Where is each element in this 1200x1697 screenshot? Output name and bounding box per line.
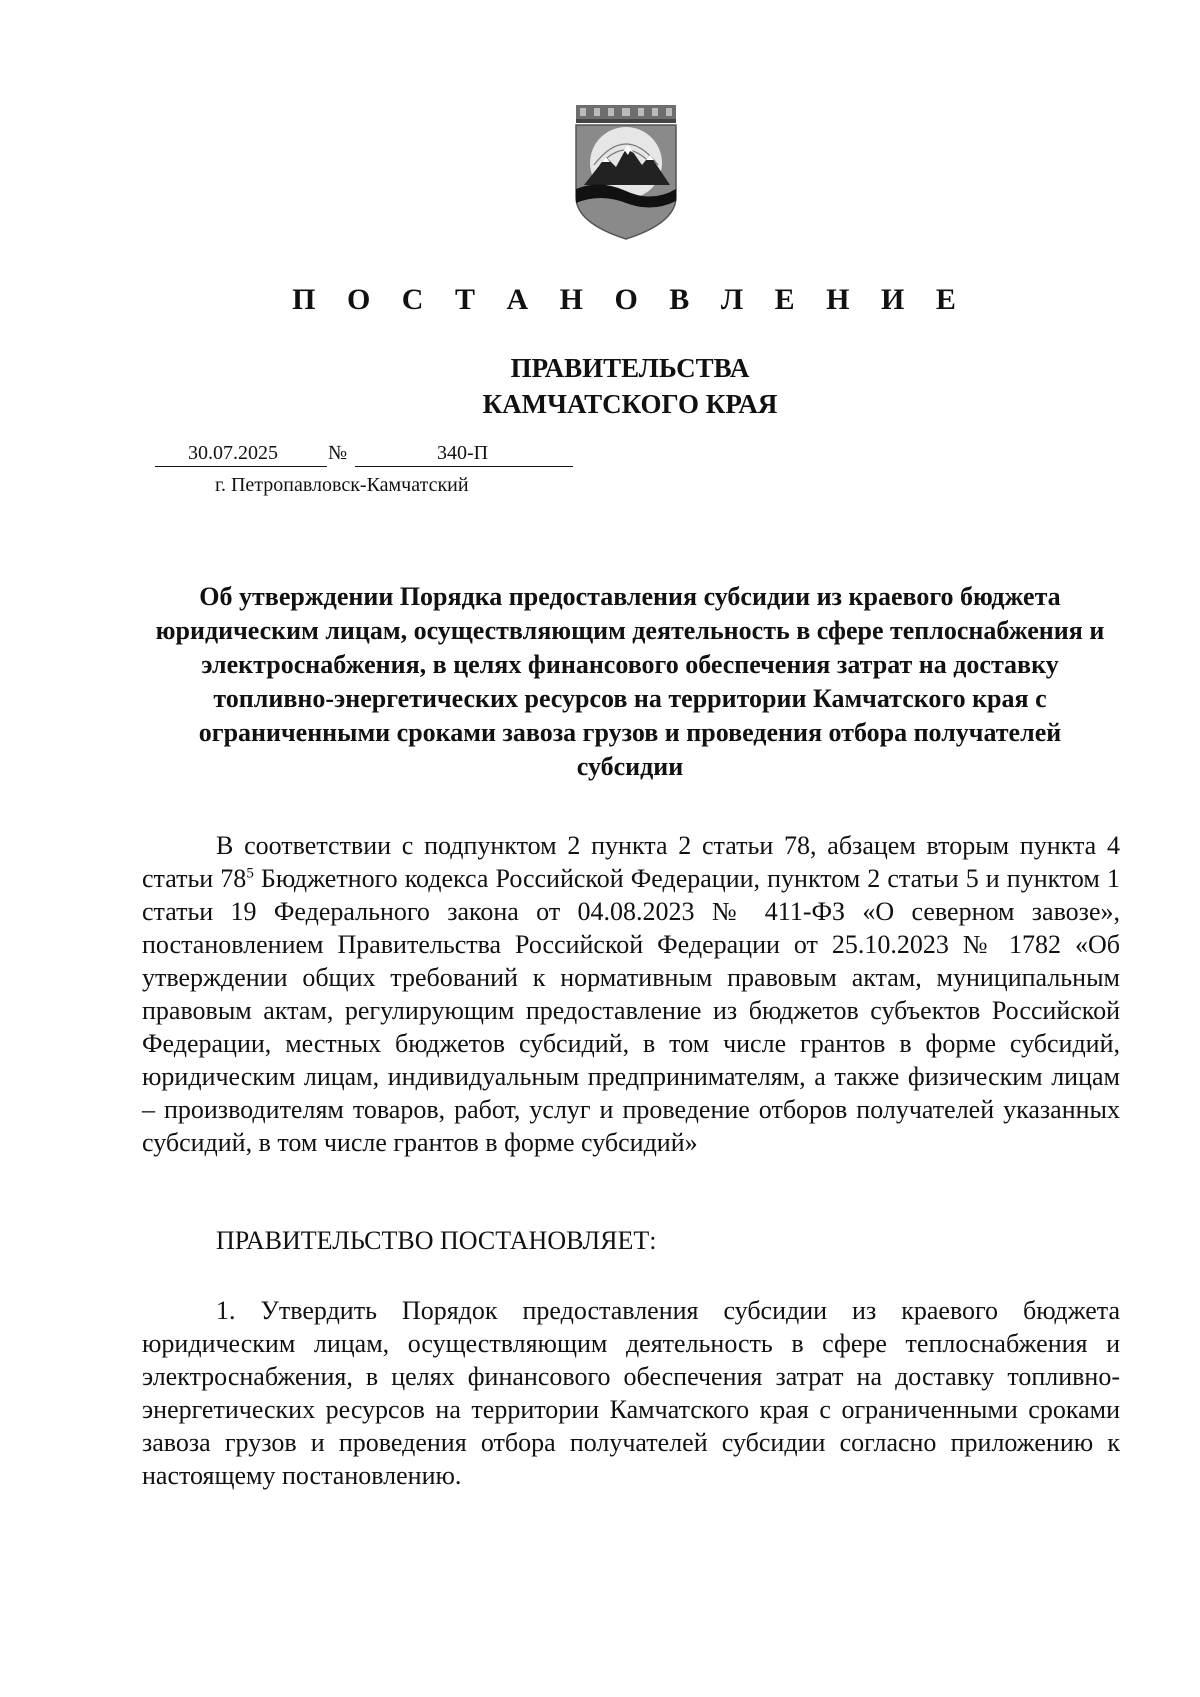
issuer-line-1: ПРАВИТЕЛЬСТВА xyxy=(510,353,750,383)
coat-of-arms-icon xyxy=(570,105,682,240)
item-1-paragraph xyxy=(142,1294,1120,1492)
document-date: 30.07.2025 xyxy=(188,442,278,464)
document-number: 340-П xyxy=(437,442,489,464)
document-type-title: П О С Т А Н О В Л Е Н И Е xyxy=(292,283,968,316)
number-underline xyxy=(355,466,573,467)
preamble-paragraph xyxy=(142,829,1120,1159)
resolves-text: ПРАВИТЕЛЬСТВО ПОСТАНОВЛЯЕТ: xyxy=(216,1226,657,1255)
preamble-superscript: 5 xyxy=(246,865,254,882)
date-underline xyxy=(155,466,327,467)
issuer-line-2: КАМЧАТСКОГО КРАЯ xyxy=(482,389,778,419)
issuer-block xyxy=(0,350,1200,422)
preamble-text-part2: Бюджетного кодекса Российской Федерации, пунктом 2 статьи 5 и пунктом 1 статьи 19 Федерального закона от 04.08.2023 № 411-ФЗ «О северном завозе», постановлением Правительства Российской Федерации от 25.10.2023 № 1782 «Об утверждении общих требований к нормативным правовым актам, муниципальным правовым актам, регулирующим предоставление из бюджетов субъектов Российской Федерации, местных бюджетов субсидий, в том числе грантов в форме субсидий, юридическим лицам, индивидуальным предпринимателям, а также физическим лицам – производителям товаров, работ, услуг и проведение отборов получателей указанных субсидий, в том числе грантов в форме субсидий» xyxy=(142,864,1120,1157)
number-sign: № xyxy=(328,442,348,464)
document-city: г. Петропавловск-Камчатский xyxy=(215,474,469,496)
item-1-text: 1. Утвердить Порядок предоставления субсидии из краевого бюджета юридическим лицам, осуществляющим деятельность в сфере теплоснабжения и электроснабжения, в целях финансового обеспечения затрат на доставку топливно-энергетических ресурсов на территории Камчатского края с ограниченными сроками завоза грузов и проведения отбора получателей субсидии согласно приложению к настоящему постановлению. xyxy=(142,1296,1120,1490)
preamble-text-part1: В соответствии с подпунктом 2 пункта 2 статьи 78, абзацем вторым пункта 4 статьи 78 xyxy=(142,831,1120,893)
resolves-heading xyxy=(142,1224,1120,1257)
date-number-row xyxy=(155,442,575,472)
document-subject: Об утверждении Порядка предоставления субсидии из краевого бюджета юридическим лицам, осуществляющим деятельность в сфере теплоснабжения и электроснабжения, в целях финансового обеспечения затрат на доставку топливно-энергетических ресурсов на территории Камчатского края с ограниченными сроками завоза грузов и проведения отбора получателей субсидии xyxy=(155,582,1105,781)
